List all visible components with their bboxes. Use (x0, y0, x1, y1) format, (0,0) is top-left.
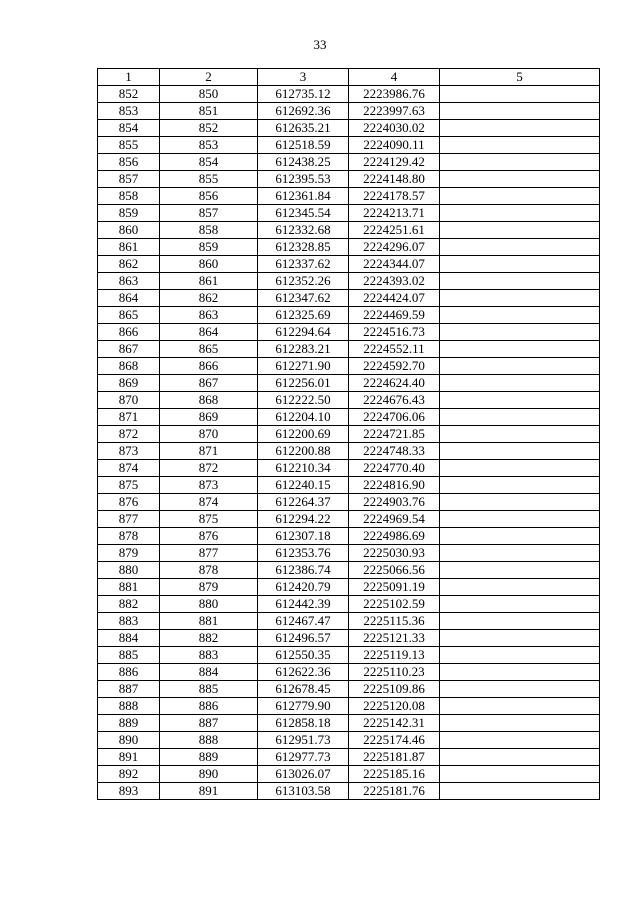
table-cell: 892 (98, 766, 160, 783)
table-cell: 612692.36 (258, 103, 349, 120)
table-cell: 2225142.31 (349, 715, 440, 732)
table-cell (440, 698, 600, 715)
table-cell: 612283.21 (258, 341, 349, 358)
table-cell: 882 (98, 596, 160, 613)
table-row (98, 375, 600, 392)
table-cell (440, 596, 600, 613)
table-cell: 854 (98, 120, 160, 137)
table-cell: 2224624.40 (349, 375, 440, 392)
table-cell: 2224721.85 (349, 426, 440, 443)
table-cell: 891 (98, 749, 160, 766)
table-row (98, 171, 600, 188)
table-cell: 2224592.70 (349, 358, 440, 375)
table-cell: 871 (160, 443, 258, 460)
table-cell: 889 (160, 749, 258, 766)
table-cell: 888 (160, 732, 258, 749)
table-cell: 881 (160, 613, 258, 630)
table-cell: 612467.47 (258, 613, 349, 630)
table-cell (440, 290, 600, 307)
table-header-row (98, 69, 600, 86)
table-cell: 869 (98, 375, 160, 392)
table-cell: 612438.25 (258, 154, 349, 171)
table-cell (440, 239, 600, 256)
table-cell: 612395.53 (258, 171, 349, 188)
table-cell: 859 (160, 239, 258, 256)
table-cell: 861 (160, 273, 258, 290)
table-cell: 2225102.59 (349, 596, 440, 613)
table-cell (440, 409, 600, 426)
table-row (98, 783, 600, 800)
table-row (98, 154, 600, 171)
table-cell: 867 (160, 375, 258, 392)
table-cell (440, 273, 600, 290)
table-cell: 883 (160, 647, 258, 664)
table-cell: 885 (160, 681, 258, 698)
table-cell: 877 (160, 545, 258, 562)
table-cell: 612256.01 (258, 375, 349, 392)
table-cell: 612420.79 (258, 579, 349, 596)
table-row (98, 749, 600, 766)
table-cell: 873 (98, 443, 160, 460)
table-cell: 612518.59 (258, 137, 349, 154)
table-row (98, 681, 600, 698)
column-header-5: 5 (440, 69, 600, 86)
table-row (98, 528, 600, 545)
table-row (98, 562, 600, 579)
table-cell (440, 494, 600, 511)
table-cell: 859 (98, 205, 160, 222)
table-row (98, 222, 600, 239)
table-cell: 612271.90 (258, 358, 349, 375)
table-cell: 856 (98, 154, 160, 171)
table-cell: 858 (98, 188, 160, 205)
table-cell: 884 (98, 630, 160, 647)
table-cell: 612222.50 (258, 392, 349, 409)
table-cell (440, 664, 600, 681)
table-cell: 863 (160, 307, 258, 324)
table-cell: 856 (160, 188, 258, 205)
table-cell (440, 341, 600, 358)
table-cell: 871 (98, 409, 160, 426)
table-cell (440, 222, 600, 239)
table-cell (440, 511, 600, 528)
table-cell: 612622.36 (258, 664, 349, 681)
table-cell: 612328.85 (258, 239, 349, 256)
table-row (98, 766, 600, 783)
table-cell: 852 (98, 86, 160, 103)
table-cell: 891 (160, 783, 258, 800)
table-row (98, 137, 600, 154)
table-cell: 868 (160, 392, 258, 409)
table-cell (440, 188, 600, 205)
table-cell: 872 (98, 426, 160, 443)
table-cell: 2225110.23 (349, 664, 440, 681)
table-cell (440, 443, 600, 460)
table-row (98, 477, 600, 494)
table-row (98, 630, 600, 647)
table-cell: 853 (160, 137, 258, 154)
table-cell (440, 579, 600, 596)
table-row (98, 392, 600, 409)
table-cell (440, 783, 600, 800)
table-cell: 876 (98, 494, 160, 511)
table-cell: 2225066.56 (349, 562, 440, 579)
table-cell: 878 (160, 562, 258, 579)
table-cell: 2224213.71 (349, 205, 440, 222)
table-cell: 850 (160, 86, 258, 103)
table-cell: 2224816.90 (349, 477, 440, 494)
table-cell: 2224469.59 (349, 307, 440, 324)
table-cell (440, 562, 600, 579)
table-cell: 855 (98, 137, 160, 154)
table-row (98, 545, 600, 562)
table-row (98, 409, 600, 426)
table-cell: 861 (98, 239, 160, 256)
table-cell: 865 (98, 307, 160, 324)
table-cell (440, 766, 600, 783)
table-cell: 2225120.08 (349, 698, 440, 715)
table-cell: 853 (98, 103, 160, 120)
table-cell: 2224986.69 (349, 528, 440, 545)
table-cell: 2225181.76 (349, 783, 440, 800)
table-cell: 869 (160, 409, 258, 426)
table-cell: 612858.18 (258, 715, 349, 732)
table-cell: 612735.12 (258, 86, 349, 103)
table-cell: 612353.76 (258, 545, 349, 562)
table-cell: 612347.62 (258, 290, 349, 307)
table-cell (440, 171, 600, 188)
table-row (98, 647, 600, 664)
table-cell: 857 (160, 205, 258, 222)
table-cell: 613103.58 (258, 783, 349, 800)
table-cell: 2224770.40 (349, 460, 440, 477)
table-cell (440, 137, 600, 154)
table-cell (440, 460, 600, 477)
table-cell: 2224090.11 (349, 137, 440, 154)
table-cell: 862 (160, 290, 258, 307)
table-cell (440, 477, 600, 494)
table-cell: 875 (98, 477, 160, 494)
table-cell: 857 (98, 171, 160, 188)
table-cell: 2225185.16 (349, 766, 440, 783)
table-cell: 876 (160, 528, 258, 545)
table-cell: 612442.39 (258, 596, 349, 613)
table-row (98, 732, 600, 749)
table-cell: 2224178.57 (349, 188, 440, 205)
table-cell: 612325.69 (258, 307, 349, 324)
column-header-4: 4 (349, 69, 440, 86)
table-row (98, 579, 600, 596)
table-cell: 874 (98, 460, 160, 477)
table-cell: 866 (160, 358, 258, 375)
table-cell: 2225119.13 (349, 647, 440, 664)
table-cell: 2225091.19 (349, 579, 440, 596)
table-cell: 2224129.42 (349, 154, 440, 171)
table-cell: 2223997.63 (349, 103, 440, 120)
coordinates-table (97, 68, 600, 800)
table-cell (440, 256, 600, 273)
table-cell: 612345.54 (258, 205, 349, 222)
table-cell (440, 528, 600, 545)
table-row (98, 443, 600, 460)
table-cell: 883 (98, 613, 160, 630)
table-cell: 851 (160, 103, 258, 120)
table-cell: 612294.22 (258, 511, 349, 528)
table-row (98, 715, 600, 732)
table-body (98, 86, 600, 800)
table-cell: 612210.34 (258, 460, 349, 477)
table-cell: 879 (98, 545, 160, 562)
table-cell: 2224148.80 (349, 171, 440, 188)
table-cell: 2224748.33 (349, 443, 440, 460)
table-cell: 868 (98, 358, 160, 375)
table-cell: 870 (98, 392, 160, 409)
table-cell: 890 (98, 732, 160, 749)
table-cell: 612951.73 (258, 732, 349, 749)
table-cell: 2223986.76 (349, 86, 440, 103)
table-cell: 612200.88 (258, 443, 349, 460)
table-cell: 2224676.43 (349, 392, 440, 409)
table-cell: 858 (160, 222, 258, 239)
table-cell: 874 (160, 494, 258, 511)
table-cell: 880 (160, 596, 258, 613)
table-cell: 2224344.07 (349, 256, 440, 273)
table-cell: 2225109.86 (349, 681, 440, 698)
table-cell: 863 (98, 273, 160, 290)
table-cell: 2224516.73 (349, 324, 440, 341)
table-cell: 881 (98, 579, 160, 596)
table-cell: 612332.68 (258, 222, 349, 239)
table-cell: 2224706.06 (349, 409, 440, 426)
table-row (98, 188, 600, 205)
table-cell: 864 (160, 324, 258, 341)
table-row (98, 324, 600, 341)
table-cell: 2224251.61 (349, 222, 440, 239)
table-row (98, 664, 600, 681)
table-row (98, 460, 600, 477)
table-cell (440, 545, 600, 562)
table-cell (440, 681, 600, 698)
table-row (98, 307, 600, 324)
table-cell: 612352.26 (258, 273, 349, 290)
table-cell: 2225121.33 (349, 630, 440, 647)
table-row (98, 86, 600, 103)
table-cell: 613026.07 (258, 766, 349, 783)
table-cell: 872 (160, 460, 258, 477)
table-cell (440, 103, 600, 120)
table-cell: 860 (98, 222, 160, 239)
table-cell: 852 (160, 120, 258, 137)
table-cell: 866 (98, 324, 160, 341)
table-row (98, 511, 600, 528)
table-cell: 612779.90 (258, 698, 349, 715)
table-cell: 855 (160, 171, 258, 188)
table-cell (440, 120, 600, 137)
table-cell: 890 (160, 766, 258, 783)
table-cell (440, 426, 600, 443)
table-cell: 2225115.36 (349, 613, 440, 630)
table-cell: 885 (98, 647, 160, 664)
table-cell: 612337.62 (258, 256, 349, 273)
table-cell: 887 (160, 715, 258, 732)
table-cell: 860 (160, 256, 258, 273)
table-cell (440, 358, 600, 375)
column-header-2: 2 (160, 69, 258, 86)
table-row (98, 341, 600, 358)
table-row (98, 103, 600, 120)
table-row (98, 358, 600, 375)
table-cell: 2224030.02 (349, 120, 440, 137)
column-header-3: 3 (258, 69, 349, 86)
table-cell: 612264.37 (258, 494, 349, 511)
table-cell: 879 (160, 579, 258, 596)
table-row (98, 120, 600, 137)
table-cell (440, 630, 600, 647)
table-cell: 2224969.54 (349, 511, 440, 528)
table-cell: 2224552.11 (349, 341, 440, 358)
table-cell: 2225181.87 (349, 749, 440, 766)
table-cell: 865 (160, 341, 258, 358)
table-cell: 870 (160, 426, 258, 443)
table-row (98, 698, 600, 715)
table-cell: 886 (98, 664, 160, 681)
table-row (98, 613, 600, 630)
table-cell (440, 205, 600, 222)
table-row (98, 256, 600, 273)
table-cell: 882 (160, 630, 258, 647)
table-cell: 893 (98, 783, 160, 800)
table-cell: 612496.57 (258, 630, 349, 647)
table-cell: 612294.64 (258, 324, 349, 341)
table-cell: 875 (160, 511, 258, 528)
table-row (98, 239, 600, 256)
table-cell (440, 392, 600, 409)
table-cell (440, 375, 600, 392)
table-cell: 873 (160, 477, 258, 494)
table-cell: 612361.84 (258, 188, 349, 205)
table-cell (440, 86, 600, 103)
table-cell: 864 (98, 290, 160, 307)
table-cell: 862 (98, 256, 160, 273)
table-cell (440, 647, 600, 664)
table-cell: 2224393.02 (349, 273, 440, 290)
table-cell: 889 (98, 715, 160, 732)
table-cell: 612678.45 (258, 681, 349, 698)
table-cell: 612200.69 (258, 426, 349, 443)
table-cell: 612977.73 (258, 749, 349, 766)
table-row (98, 596, 600, 613)
table-cell (440, 154, 600, 171)
table-cell: 2225030.93 (349, 545, 440, 562)
table-cell: 612307.18 (258, 528, 349, 545)
table-row (98, 426, 600, 443)
table-cell: 612550.35 (258, 647, 349, 664)
table-cell: 880 (98, 562, 160, 579)
table-cell: 887 (98, 681, 160, 698)
table-cell: 612635.21 (258, 120, 349, 137)
table-cell: 884 (160, 664, 258, 681)
table-cell: 612386.74 (258, 562, 349, 579)
table-cell: 867 (98, 341, 160, 358)
table-row (98, 290, 600, 307)
column-header-1: 1 (98, 69, 160, 86)
table-cell: 878 (98, 528, 160, 545)
table-cell (440, 732, 600, 749)
table-cell: 2224424.07 (349, 290, 440, 307)
table-cell: 888 (98, 698, 160, 715)
table-cell: 877 (98, 511, 160, 528)
table-cell: 2224903.76 (349, 494, 440, 511)
table-row (98, 205, 600, 222)
table-cell (440, 715, 600, 732)
table-cell (440, 613, 600, 630)
table-cell: 2225174.46 (349, 732, 440, 749)
page-number: 33 (313, 37, 327, 52)
table-row (98, 494, 600, 511)
table-cell (440, 324, 600, 341)
table-cell: 2224296.07 (349, 239, 440, 256)
table-cell (440, 749, 600, 766)
table-cell: 854 (160, 154, 258, 171)
table-row (98, 273, 600, 290)
table-cell: 612240.15 (258, 477, 349, 494)
table-cell: 886 (160, 698, 258, 715)
table-cell: 612204.10 (258, 409, 349, 426)
table-cell (440, 307, 600, 324)
